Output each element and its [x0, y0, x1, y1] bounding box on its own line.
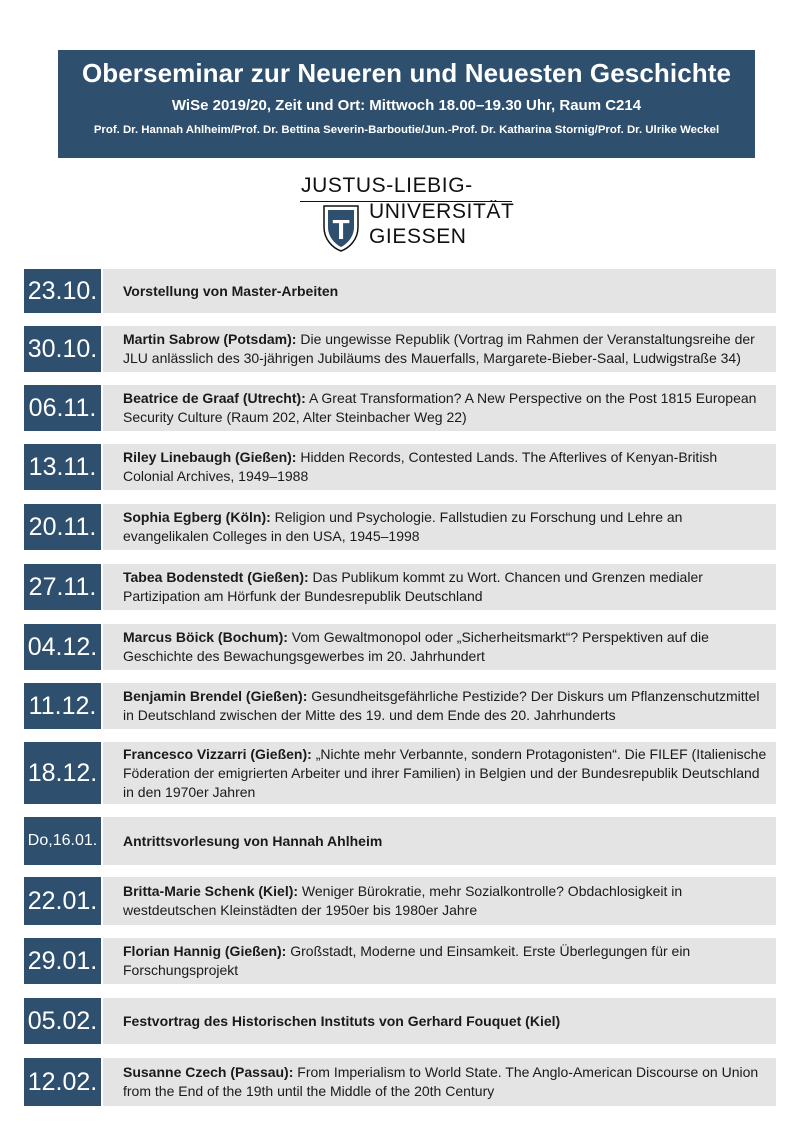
shield-letter: T: [332, 214, 350, 245]
speaker-name: Beatrice de Graaf (Utrecht):: [123, 390, 306, 406]
session-date: 05.02.: [24, 998, 101, 1044]
session-text-block: [123, 1012, 560, 1031]
session-description: [103, 504, 776, 550]
session-description: [103, 1058, 776, 1106]
schedule-row: [24, 1058, 776, 1106]
session-description: [103, 269, 776, 313]
session-text-block: [123, 1063, 768, 1101]
session-description: [103, 683, 776, 729]
session-text-block: [123, 745, 768, 802]
speaker-name: Sophia Egberg (Köln):: [123, 509, 271, 525]
schedule-row: [24, 998, 776, 1044]
session-date: 27.11.: [24, 564, 101, 610]
session-description: [103, 564, 776, 610]
session-text-block: [123, 282, 338, 301]
talk-title: A Great Transformation? A New Perspective on the Post 1815 European Security Culture (Raum 202, Alter Steinbacher Weg 22): [123, 390, 757, 425]
talk-title: Festvortrag des Historischen Instituts von Gerhard Fouquet (Kiel): [123, 1012, 561, 1029]
schedule-row: [24, 938, 776, 984]
schedule-row: [24, 742, 776, 804]
session-date: 20.11.: [24, 504, 101, 550]
talk-title: Gesundheitsgefährliche Pestizide? Der Diskurs um Pflanzenschutzmittel in Deutschland zwischen der Mitte des 19. und dem Ende des 20. Jahrhunderts: [123, 688, 760, 723]
professors-list: Prof. Dr. Hannah Ahlheim/Prof. Dr. Bettina Severin-Barboutie/Jun.-Prof. Dr. Katharina Stornig/Prof. Dr. Ulrike Weckel: [93, 124, 720, 136]
schedule-row: [24, 877, 776, 925]
session-text-block: [123, 448, 768, 486]
schedule-row: [24, 504, 776, 550]
logo-line-2: UNIVERSITÄT: [369, 200, 515, 223]
session-text-block: [123, 568, 768, 606]
session-text-block: [123, 389, 768, 427]
talk-title: From Imperialism to World State. The Anglo-American Discourse on Union from the End of the 19th until the Middle of the 20th Century: [123, 1064, 759, 1099]
session-date: 29.01.: [24, 938, 101, 984]
talk-title: Vorstellung von Master-Arbeiten: [123, 282, 339, 299]
logo-line-3: GIESSEN: [369, 225, 467, 248]
speaker-name: Riley Linebaugh (Gießen):: [123, 449, 297, 465]
talk-title: „Nichte mehr Verbannte, sondern Protagonisten“. Die FILEF (Italienische Föderation der emigrierten Arbeiter und ihrer Familien) in Belgien und der Bundesrepublik Deutschland in den 1970er Jahren: [123, 745, 767, 800]
talk-title: Weniger Bürokratie, mehr Sozialkontrolle? Obdachlosigkeit in westdeutschen Kleinstädten der 1950er bis 1980er Jahre: [123, 883, 683, 918]
schedule-row: [24, 385, 776, 431]
speaker-name: Susanne Czech (Passau):: [123, 1064, 294, 1080]
speaker-name: Britta-Marie Schenk (Kiel):: [123, 883, 299, 899]
session-text-block: [123, 508, 768, 546]
talk-title: Das Publikum kommt zu Wort. Chancen und Grenzen medialer Partizipation am Hörfunk der Bundesrepublik Deutschland: [123, 569, 703, 604]
speaker-name: Tabea Bodenstedt (Gießen):: [123, 569, 309, 585]
session-date: 12.02.: [24, 1058, 101, 1106]
session-description: [103, 326, 776, 372]
shield-icon: [321, 203, 361, 253]
session-text-block: [123, 330, 768, 368]
session-date: 06.11.: [24, 385, 101, 431]
speaker-name: Benjamin Brendel (Gießen):: [123, 688, 308, 704]
session-description: [103, 877, 776, 925]
session-description: [103, 938, 776, 984]
speaker-name: Martin Sabrow (Potsdam):: [123, 331, 297, 347]
speaker-name: Marcus Böick (Bochum):: [123, 629, 288, 645]
session-description: [103, 385, 776, 431]
session-text-block: [123, 882, 768, 920]
schedule-row: [24, 326, 776, 372]
session-date: 04.12.: [24, 624, 101, 670]
session-date: 11.12.: [24, 683, 101, 729]
session-date: 22.01.: [24, 877, 101, 925]
session-description: [103, 624, 776, 670]
talk-title: Religion und Psychologie. Fallstudien zu Forschung und Lehre an evangelikalen Colleges in den USA, 1945–1998: [123, 509, 683, 544]
session-date: Do,16.01.: [24, 817, 101, 865]
talk-title: Antrittsvorlesung von Hannah Ahlheim: [123, 832, 383, 849]
session-text-block: [123, 628, 768, 666]
session-description: [103, 817, 776, 865]
speaker-name: Florian Hannig (Gießen):: [123, 943, 287, 959]
talk-title: Vom Gewaltmonopol oder „Sicherheitsmarkt“? Perspektiven auf die Geschichte des Bewachungsgewerbes im 20. Jahrhundert: [123, 629, 709, 664]
session-text-block: [123, 832, 382, 851]
schedule-row: [24, 817, 776, 865]
seminar-header: [58, 50, 755, 158]
session-description: [103, 998, 776, 1044]
session-text-block: [123, 942, 768, 980]
logo-line-1: JUSTUS-LIEBIG-: [301, 174, 473, 197]
talk-title: Hidden Records, Contested Lands. The Afterlives of Kenyan-British Colonial Archives, 1949–1988: [123, 449, 718, 484]
session-description: [103, 742, 776, 804]
talk-title: Die ungewisse Republik (Vortrag im Rahmen der Veranstaltungsreihe der JLU anlässlich des 30-jährigen Jubiläums des Mauerfalls, Margarete-Bieber-Saal, Ludwigstraße 34): [123, 331, 755, 366]
session-date: 18.12.: [24, 742, 101, 804]
schedule-row: [24, 564, 776, 610]
speaker-name: Francesco Vizzarri (Gießen):: [123, 745, 312, 762]
schedule-row: [24, 624, 776, 670]
university-logo: [297, 174, 517, 256]
schedule-row: [24, 683, 776, 729]
schedule-row: [24, 269, 776, 313]
schedule-row: [24, 444, 776, 490]
session-description: [103, 444, 776, 490]
session-date: 23.10.: [24, 269, 101, 313]
session-date: 13.11.: [24, 444, 101, 490]
page-title: Oberseminar zur Neueren und Neuesten Geschichte: [81, 58, 732, 88]
session-date: 30.10.: [24, 326, 101, 372]
session-text-block: [123, 687, 768, 725]
talk-title: Großstadt, Moderne und Einsamkeit. Erste Überlegungen für ein Forschungsprojekt: [123, 943, 691, 978]
semester-time-place: WiSe 2019/20, Zeit und Ort: Mittwoch 18.00–19.30 Uhr, Raum C214: [171, 97, 642, 114]
